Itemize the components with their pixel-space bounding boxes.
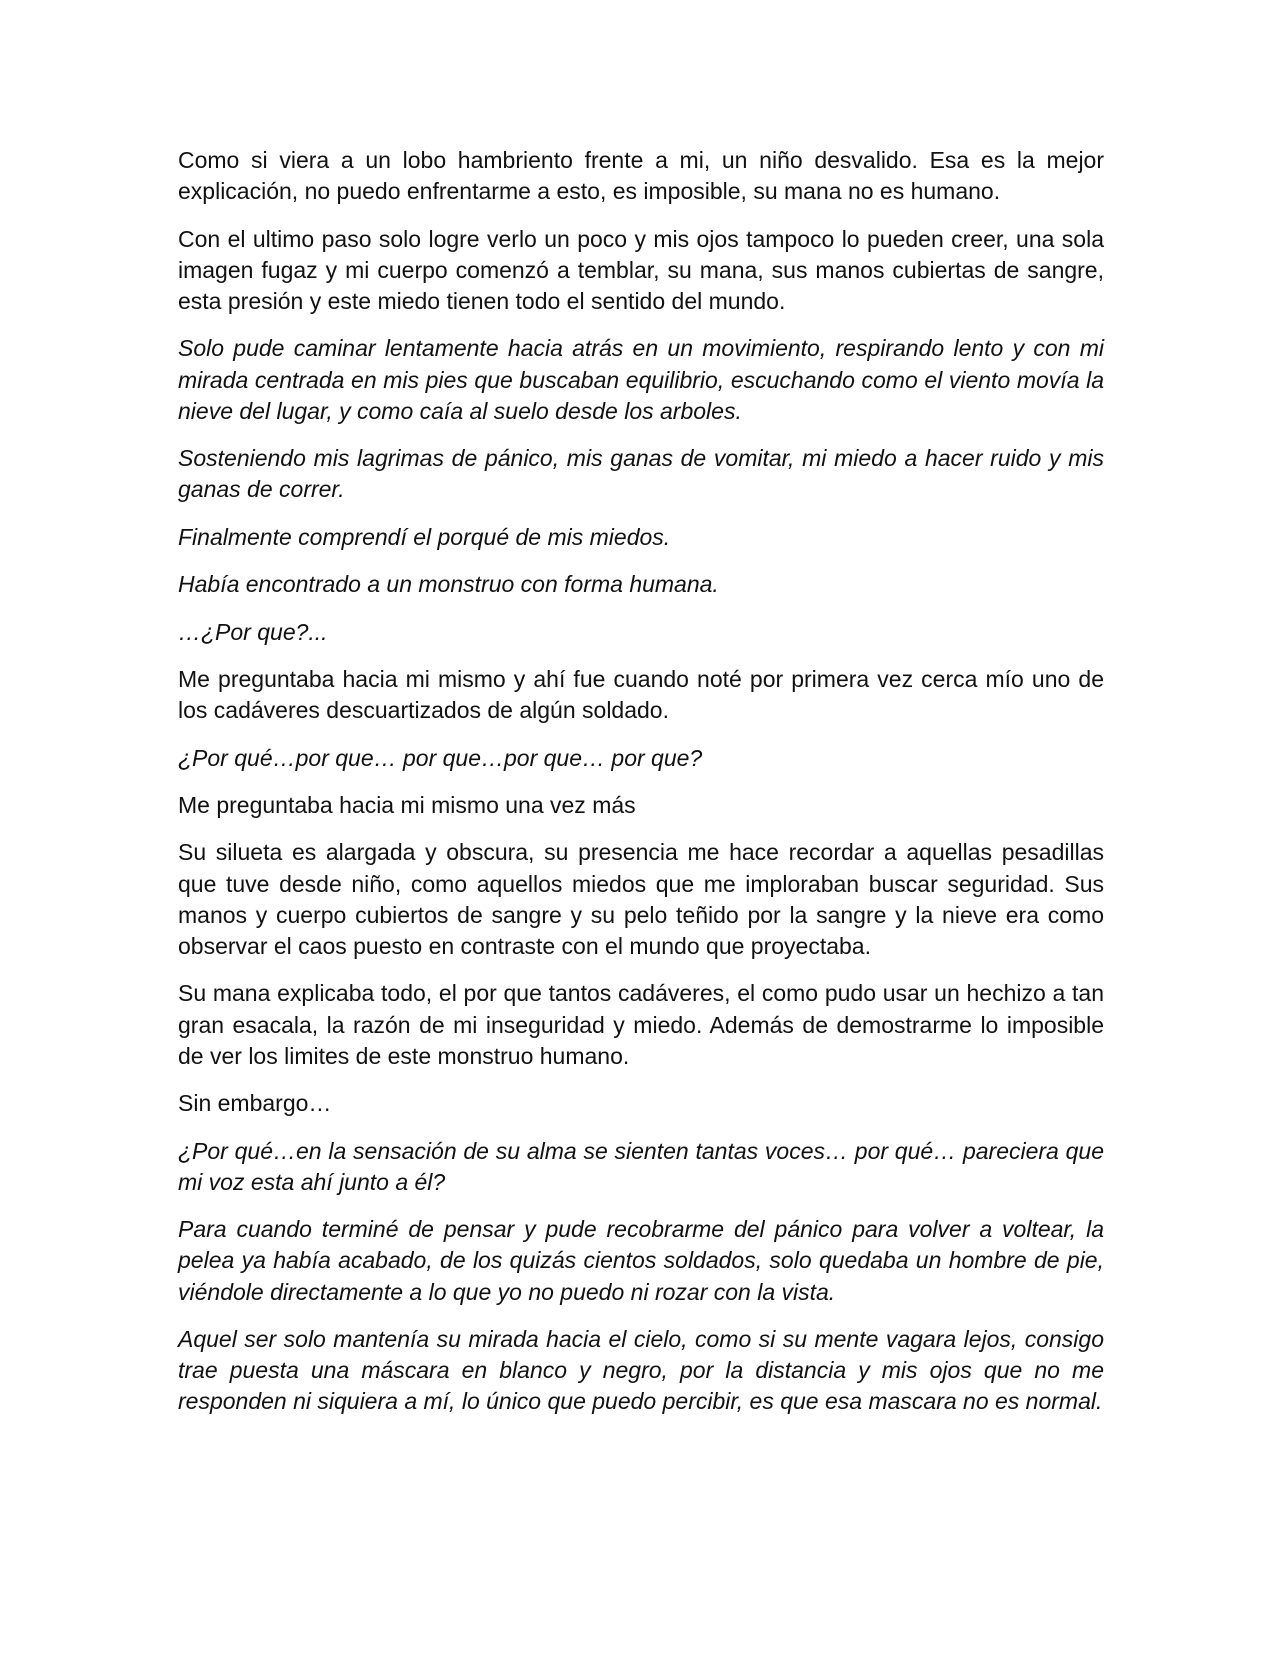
paragraph: Su silueta es alargada y obscura, su presencia me hace recordar a aquellas pesadillas que tuve desde niño, como aquellos miedos que me imploraban buscar seguridad. Sus manos y cuerpo cubiertos de sangre y su pelo teñido por la sangre y la nieve era como observar el caos puesto en contraste con el mundo que proyectaba.: [178, 839, 1104, 959]
paragraph: Como si viera a un lobo hambriento frente a mi, un niño desvalido. Esa es la mejor explicación, no puedo enfrentarme a esto, es imposible, su mana no es humano.: [178, 147, 1104, 205]
paragraph-italic: Solo pude caminar lentamente hacia atrás en un movimiento, respirando lento y con mi mirada centrada en mis pies que buscaban equilibrio, escuchando como el viento movía la nieve del lugar, y como caía al suelo desde los arboles.: [178, 335, 1104, 424]
paragraph-italic: ¿Por qué…en la sensación de su alma se sienten tantas voces… por qué… pareciera que mi voz esta ahí junto a él?: [178, 1137, 1104, 1195]
paragraph-italic: Para cuando terminé de pensar y pude recobrarme del pánico para volver a voltear, la pelea ya había acabado, de los quizás cientos soldados, solo quedaba un hombre de pie, viéndole directamente a lo que yo no puedo ni rozar con la vista.: [178, 1216, 1104, 1305]
paragraph: Su mana explicaba todo, el por que tantos cadáveres, el como pudo usar un hechizo a tan gran esacala, la razón de mi inseguridad y miedo. Además de demostrarme lo imposible de ver los limites de este monstruo humano.: [178, 980, 1104, 1069]
body-text: [178, 145, 1104, 1434]
paragraph: Con el ultimo paso solo logre verlo un poco y mis ojos tampoco lo pueden creer, una sola imagen fugaz y mi cuerpo comenzó a temblar, su mana, sus manos cubiertas de sangre, esta presión y este miedo tienen todo el sentido del mundo.: [178, 225, 1104, 314]
paragraph: Me preguntaba hacia mi mismo y ahí fue cuando noté por primera vez cerca mío uno de los cadáveres descuartizados de algún soldado.: [178, 665, 1104, 724]
paragraph: Sin embargo…: [178, 1090, 332, 1117]
paragraph-italic: Había encontrado a un monstruo con forma humana.: [178, 571, 719, 598]
paragraph-italic: Finalmente comprendí el porqué de mis miedos.: [178, 523, 671, 550]
paragraph-italic: Sosteniendo mis lagrimas de pánico, mis ganas de vomitar, mi miedo a hacer ruido y mis ganas de correr.: [178, 445, 1104, 503]
paragraph-italic: Aquel ser solo mantenía su mirada hacia el cielo, como si su mente vagara lejos, consigo trae puesta una máscara en blanco y negro, por la distancia y mis ojos que no me responden ni siquiera a mí, lo único que puedo percibir, es que esa mascara no es normal.: [178, 1325, 1104, 1415]
paragraph-italic: …¿Por que?...: [178, 618, 328, 645]
paragraph: Me preguntaba hacia mi mismo una vez más: [178, 791, 636, 818]
paragraph-italic: ¿Por qué…por que… por que…por que… por que?: [178, 744, 703, 771]
